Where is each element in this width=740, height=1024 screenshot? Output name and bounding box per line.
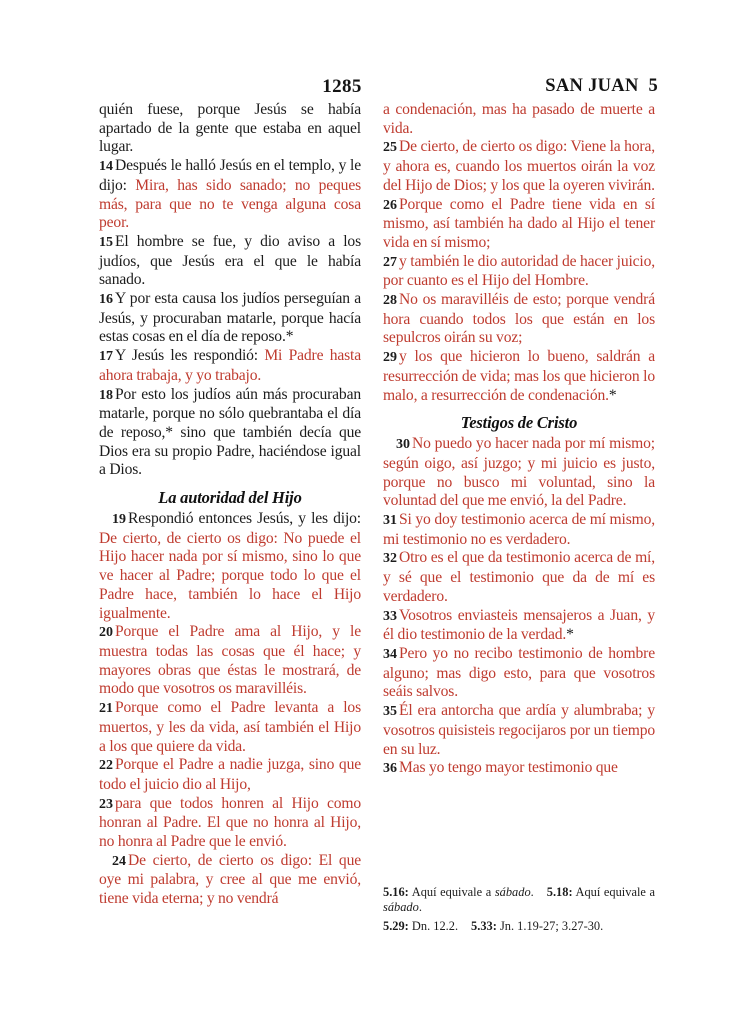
verse-number: 22: [99, 758, 113, 774]
verse-text: quién fuese, porque Jesús se había apartado de la gente que estaba en aquel lugar.: [99, 101, 361, 156]
verse-number: 27: [383, 254, 397, 270]
verse: [99, 756, 361, 794]
page-number: 1285: [322, 76, 362, 97]
verse-number: 17: [99, 349, 113, 365]
verse: [383, 253, 655, 291]
verse: [383, 759, 655, 779]
verse-number: 18: [99, 387, 113, 403]
verse: [99, 852, 361, 909]
verse-text: Mas yo tengo mayor testimonio que: [399, 759, 618, 777]
footnote-text: sábado: [494, 885, 531, 899]
verse-number: 26: [383, 197, 397, 213]
verse-text: Él era antorcha que ardía y alumbraba; y vosotros quisisteis regocijaros por un tiempo en su luz.: [383, 702, 655, 758]
footnote-asterisk: *: [566, 626, 574, 644]
verse-number: 16: [99, 292, 113, 308]
verse: [99, 699, 361, 756]
verse-number: 23: [99, 796, 113, 812]
verse-text: El hombre se fue, y dio aviso a los judíos, que Jesús era el que le había sanado.: [99, 232, 361, 289]
verse: [99, 157, 361, 233]
verse: [383, 435, 655, 511]
verse-number: 31: [383, 513, 397, 529]
footnote-ref: 5.18:: [546, 885, 573, 899]
footnote-asterisk: *: [165, 423, 173, 441]
footnote-ref: 5.29:: [383, 918, 409, 933]
verse: [99, 101, 361, 157]
verse-number: 36: [383, 761, 397, 777]
verse-number: 35: [383, 704, 397, 720]
text-column-right: [383, 101, 655, 779]
text-column-left: [99, 101, 361, 909]
footnote-ref: 5.33:: [471, 918, 497, 933]
verse-text: Después le halló Jesús en el templo, y le dijo:: [99, 157, 361, 194]
verse-number: 25: [383, 140, 397, 156]
footnote-line: [383, 885, 655, 914]
verse: [99, 347, 361, 385]
verse-number: 32: [383, 551, 397, 567]
verse-text: Vosotros enviasteis mensajeros a Juan, y él dio testimonio de la verdad.: [383, 606, 655, 644]
verse: [99, 386, 361, 481]
verse-number: 24: [112, 853, 126, 869]
verse: [383, 702, 655, 759]
verse-text: Otro es el que da testimonio acerca de mí, y sé que el testimonio que da de mí es verdadero.: [383, 549, 655, 605]
verse-number: 20: [99, 625, 113, 641]
verse: [383, 348, 655, 405]
verse-text: y los que hicieron lo bueno, saldrán a resurrección de vida; mas los que hicieron lo malo, a resurrección de condenación.: [383, 348, 655, 404]
verse-text: para que todos honren al Hijo como honran al Padre. El que no honra al Hijo, no honra al Padre que le envió.: [99, 794, 361, 851]
verse-text: Por esto los judíos aún más procuraban matarle, porque no sólo quebrantaba el día de reposo,: [99, 385, 361, 441]
footnote-asterisk: *: [285, 328, 294, 346]
footnote-text: .: [418, 899, 422, 914]
verse: [383, 196, 655, 253]
verse: [383, 607, 655, 645]
footnote-text: .: [530, 885, 534, 899]
running-head: SAN JUAN 5: [545, 76, 658, 96]
verse: [99, 795, 361, 852]
verse: [99, 290, 361, 347]
verse-number: 28: [383, 293, 397, 309]
verse: [383, 138, 655, 195]
footnote-text: sábado: [383, 899, 419, 914]
verse-text: Porque el Padre ama al Hijo, y le muestra todas las cosas que él hace; y mayores obras que éstas le mostrará, de modo que vosotros os maravilléis.: [99, 623, 361, 698]
section-heading: La autoridad del Hijo: [158, 488, 302, 508]
footnote-asterisk: *: [608, 386, 617, 404]
verse: [383, 645, 655, 702]
verse-text: Si yo doy testimonio acerca de mí mismo, mi testimonio no es verdadero.: [383, 511, 655, 548]
verse: [383, 511, 655, 549]
verse-number: 30: [396, 437, 410, 453]
verse-number: 14: [99, 159, 113, 175]
footnote-text: Aquí equivale a: [411, 885, 495, 899]
footnote-ref: 5.16:: [383, 885, 409, 899]
footnote: [383, 885, 534, 899]
verse-number: 33: [383, 608, 397, 624]
verse-number: 15: [99, 234, 113, 250]
verse-text: No os maravilléis de esto; porque vendrá hora cuando todos los que están en los sepulcros oirán su voz;: [383, 291, 655, 347]
section-heading: Testigos de Cristo: [460, 413, 578, 433]
verse-text: Y Jesús les respondió:: [115, 347, 265, 365]
verse-text: De cierto, de cierto os digo: El que oye mi palabra, y cree al que me envió, tiene vida eterna; y no vendrá: [99, 851, 361, 908]
verse-number: 21: [99, 701, 113, 717]
verse-text: Mi Padre hasta ahora trabaja, y yo trabajo.: [99, 347, 361, 384]
footnote-text: Aquí equivale a: [575, 885, 655, 899]
verse-text: y también le dio autoridad de hacer juicio, por cuanto es el Hijo del Hombre.: [383, 252, 655, 290]
footnotes: [383, 885, 655, 938]
verse: [99, 233, 361, 290]
verse: [383, 291, 655, 348]
verse-text: Porque como el Padre tiene vida en sí mismo, así también ha dado al Hijo el tener vida en sí mismo;: [383, 195, 655, 251]
verse-text: Y por esta causa los judíos perseguían a Jesús, y procuraban matarle, porque hacía estas cosas en el día de reposo.: [99, 290, 361, 346]
verse-text: De cierto, de cierto os digo: Viene la hora, y ahora es, cuando los muertos oirán la voz del Hijo de Dios; y los que la oyeren vivirán.: [383, 138, 655, 194]
verse: [383, 549, 655, 606]
verse-number: 29: [383, 350, 397, 366]
verse: [99, 623, 361, 699]
footnote: [383, 919, 458, 933]
footnote-text: Jn. 1.19-27; 3.27-30.: [499, 918, 604, 933]
footnote-text: Dn. 12.2.: [411, 918, 459, 933]
verse-number: 19: [112, 512, 126, 528]
verse: [99, 510, 361, 623]
verse-text: De cierto, de cierto os digo: No puede el Hijo hacer nada por sí mismo, sino lo que ve hacer al Padre; porque todo lo que el Padre hace, también lo hace el Hijo igualmente.: [99, 529, 361, 622]
verse-text: Pero yo no recibo testimonio de hombre alguno; mas digo esto, para que vosotros seáis salvos.: [383, 644, 655, 701]
verse-text: sino que también decía que Dios era su propio Padre, haciéndose igual a Dios.: [99, 423, 362, 479]
verse: [383, 101, 655, 138]
verse-text: a condenación, mas ha pasado de muerte a vida.: [383, 101, 655, 137]
verse-text: Porque como el Padre levanta a los muertos, y les da vida, así también el Hijo a los que quiere da vida.: [99, 699, 361, 755]
footnote: [471, 919, 603, 933]
verse-text: Respondió entonces Jesús, y les dijo:: [128, 510, 361, 528]
verse-text: Porque el Padre a nadie juzga, sino que todo el juicio dio al Hijo,: [99, 756, 361, 793]
verse-text: No puedo yo hacer nada por mí mismo; según oigo, así juzgo; y mi juicio es justo, porque no busco mi voluntad, sino la voluntad del que me envió, la del Padre.: [383, 435, 655, 510]
footnote-line: [383, 919, 655, 934]
verse-number: 34: [383, 646, 397, 662]
verse-text: Mira, has sido sanado; no peques más, para que no te venga alguna cosa peor.: [99, 176, 362, 232]
